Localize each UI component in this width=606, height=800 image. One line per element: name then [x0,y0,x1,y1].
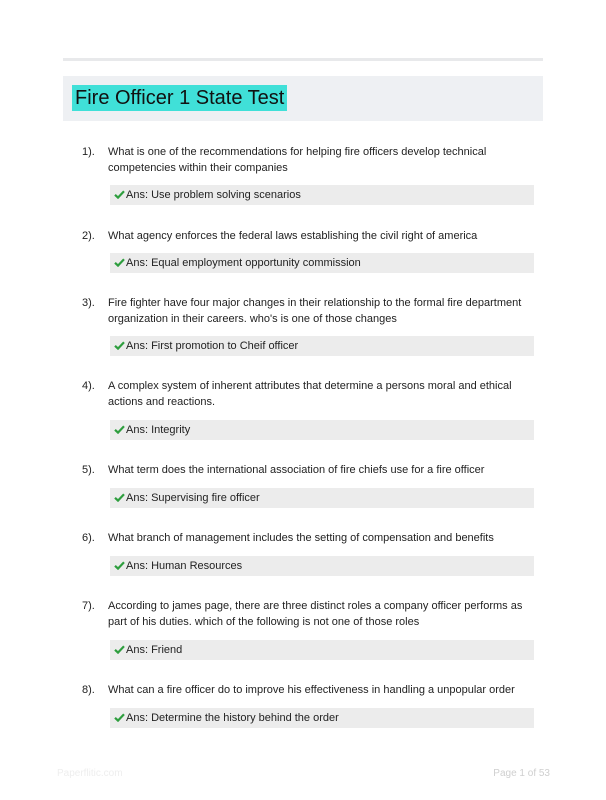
check-icon [114,488,126,508]
page-indicator: Page 1 of 53 [493,768,550,779]
top-divider [63,58,543,61]
answer-text: Ans: Human Resources [126,560,243,572]
answer-box [110,253,534,273]
check-icon [114,420,126,440]
question-text: What term does the international association of fire chiefs use for a fire officer [108,464,485,476]
answer-box [110,185,534,205]
question-text: According to james page, there are three distinct roles a company officer performs as part of his duties. which of the following is not one of those roles [108,600,523,628]
answer-box [110,708,534,728]
answer-box [110,556,534,576]
check-icon [114,640,126,660]
check-icon [114,253,126,273]
question-text: What branch of management includes the setting of compensation and benefits [108,532,494,544]
answer-box [110,336,534,356]
question-text: What can a fire officer do to improve his effectiveness in handling a unpopular order [108,684,515,696]
title-banner [63,76,543,121]
answer-box [110,488,534,508]
answer-box [110,640,534,660]
question-text: What agency enforces the federal laws establishing the civil right of america [108,230,478,242]
answer-text: Ans: First promotion to Cheif officer [126,340,299,352]
check-icon [114,708,126,728]
answer-text: Ans: Use problem solving scenarios [126,189,301,201]
question-number: 7). [82,600,95,612]
answer-text: Ans: Determine the history behind the order [126,712,339,724]
answer-text: Ans: Equal employment opportunity commission [126,257,361,269]
question-number: 4). [82,380,95,392]
answer-text: Ans: Supervising fire officer [126,492,260,504]
question-number: 1). [82,146,95,158]
check-icon [114,336,126,356]
check-icon [114,185,126,205]
question-number: 3). [82,297,95,309]
question-number: 2). [82,230,95,242]
question-text: A complex system of inherent attributes that determine a persons moral and ethical actions and reactions. [108,380,512,408]
question-number: 5). [82,464,95,476]
check-icon [114,556,126,576]
question-number: 6). [82,532,95,544]
answer-text: Ans: Integrity [126,424,191,436]
question-text: What is one of the recommendations for helping fire officers develop technical competencies within their companies [108,146,487,174]
question-number: 8). [82,684,95,696]
document-title: Fire Officer 1 State Test [72,85,287,111]
answer-text: Ans: Friend [126,644,183,656]
question-text: Fire fighter have four major changes in their relationship to the formal fire department organization in their careers. who's is one of those changes [108,297,522,325]
answer-box [110,420,534,440]
watermark-text: Paperflitic.com [57,768,123,779]
